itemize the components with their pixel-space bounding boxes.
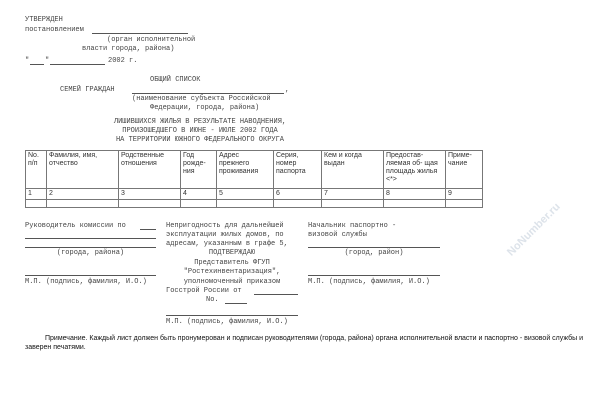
signature-line-2 (166, 315, 298, 316)
commission-head-label: Руководитель комиссии по (25, 222, 126, 230)
list-title: ОБЩИЙ СПИСОК (150, 76, 201, 84)
commission-line (140, 229, 156, 230)
unfit-text-3: адресам, указанным в графе 5, (166, 240, 288, 248)
signature-caption-2: М.П. (подпись, фамилия, И.О.) (166, 318, 288, 326)
col-header: Предостав- ляемая об- щая площадь жилья <*> (384, 151, 446, 189)
families-table (25, 150, 483, 208)
org-label: "Ростехинвентаризация", (183, 268, 281, 276)
order-number-line (225, 303, 247, 304)
commission-line-2 (25, 238, 156, 239)
representative-label: Представитель ФГУП (194, 259, 270, 267)
day-line (30, 64, 44, 65)
col-header: Адрес прежнего проживания (217, 151, 274, 189)
city-caption-2: (город, район) (344, 249, 404, 257)
col-header: Фамилия, имя, отчество (47, 151, 119, 189)
order-label: уполномоченный приказом (183, 278, 281, 286)
col-number: 3 (119, 189, 181, 200)
approved-label: УТВЕРЖДЕН (25, 16, 63, 24)
visa-service-label: визовой службы (308, 231, 367, 239)
authority-line (92, 33, 188, 34)
signature-line-1 (25, 275, 156, 276)
col-header: Серия, номер паспорта (274, 151, 322, 189)
title-line-2: ПРОИЗОШЕДШЕГО В ИЮНЕ - ИЮЛЕ 2002 ГОДА (122, 127, 278, 135)
unfit-text-2: эксплуатации жилых домов, по (166, 231, 284, 239)
commission-line-3 (25, 247, 156, 248)
watermark: NoNumber.ru (505, 200, 563, 259)
passport-line (308, 247, 440, 248)
comma: , (285, 86, 290, 94)
col-number: 5 (217, 189, 274, 200)
unfit-text-1: Непригодность для дальнейшей (166, 222, 284, 230)
col-header: No. п/п (26, 151, 47, 189)
city-caption: (города, района) (56, 249, 125, 257)
signature-line-3 (308, 275, 440, 276)
month-line (50, 64, 105, 65)
title-line-1: ЛИШИВШИХСЯ ЖИЛЬЯ В РЕЗУЛЬТАТЕ НАВОДНЕНИЯ, (113, 118, 287, 126)
order-number-label: No. (206, 296, 219, 304)
gosstroy-label: Госстрой России от (166, 287, 242, 295)
passport-head-label: Начальник паспортно - (308, 222, 397, 230)
title-line-3: НА ТЕРРИТОРИИ ЮЖНОГО ФЕДЕРАЛЬНОГО ОКРУГА (115, 136, 285, 144)
authority-caption-1: (орган исполнительной (107, 36, 196, 44)
col-number: 9 (446, 189, 483, 200)
col-header: Родственные отношения (119, 151, 181, 189)
number-row (26, 189, 483, 200)
date-quote-close: " (45, 57, 50, 65)
order-date-line (254, 294, 298, 295)
footnote: Примечание. Каждый лист должен быть пронумерован и подписан руководителями (города, района) органа исполнительной власти и паспортно - визовой службы и заверен печатями. (25, 335, 584, 351)
col-header: Кем и когда выдан (322, 151, 384, 189)
col-number: 4 (181, 189, 217, 200)
col-number: 7 (322, 189, 384, 200)
resolution-label: постановлением (25, 26, 84, 34)
header-row (26, 151, 483, 189)
col-header: Приме- чание (446, 151, 483, 189)
col-header: Год рожде- ния (181, 151, 217, 189)
col-number: 2 (47, 189, 119, 200)
date-quote-open: " (25, 57, 30, 65)
signature-caption-3: М.П. (подпись, фамилия, И.О.) (308, 278, 430, 286)
year-label: 2002 г. (108, 57, 138, 65)
signature-caption-1: М.П. (подпись, фамилия, И.О.) (25, 278, 147, 286)
confirm-label: ПОДТВЕРЖДАЮ (208, 249, 256, 257)
col-number: 6 (274, 189, 322, 200)
col-number: 1 (26, 189, 47, 200)
subject-caption-2: Федерации, города, района) (150, 104, 260, 112)
empty-row (26, 200, 483, 208)
families-label: СЕМЕЙ ГРАЖДАН (60, 86, 115, 94)
subject-line (132, 93, 284, 94)
col-number: 8 (384, 189, 446, 200)
subject-caption-1: (наименование субъекта Российской (132, 95, 271, 103)
authority-caption-2: власти города, района) (82, 45, 175, 53)
